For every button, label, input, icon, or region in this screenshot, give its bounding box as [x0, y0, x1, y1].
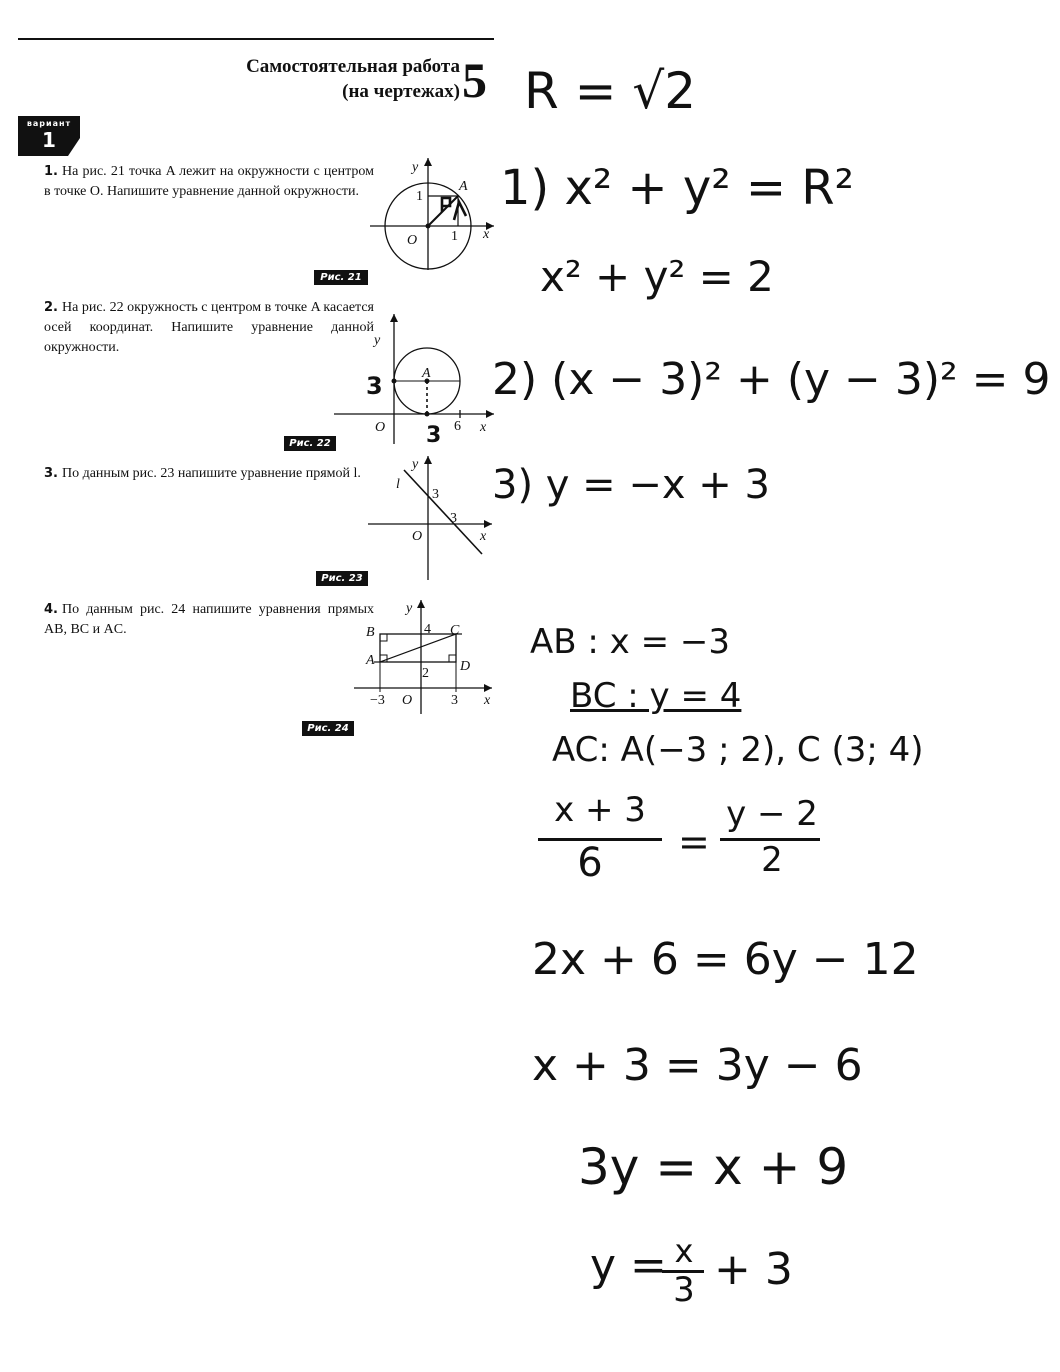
hw-step-3: 3y = x + 9: [578, 1138, 849, 1196]
fig24-y-label: y: [406, 601, 413, 616]
hw-line-bc: BC : y = 4: [570, 676, 742, 716]
task-2: [44, 298, 374, 358]
fig23-three-y: 3: [432, 487, 439, 502]
hw-step-2: x + 3 = 3y − 6: [532, 1040, 863, 1091]
fig21-one-y: 1: [416, 189, 423, 204]
fig23-y-label: y: [412, 457, 419, 472]
task-3-number: 3.: [44, 466, 58, 481]
fig24-minus-three: −3: [370, 693, 385, 708]
fig23-three-x: 3: [450, 511, 457, 526]
fig24-point-b: B: [366, 625, 375, 640]
hw-fraction-right-numerator: y − 2: [726, 794, 818, 834]
fig21-point-a: A: [459, 179, 468, 194]
variant-label: вариант: [26, 119, 72, 128]
variant-number: 1: [42, 128, 56, 152]
fig24-four: 4: [424, 622, 431, 637]
fig22-point-a: A: [422, 366, 431, 381]
fig22-x-label: x: [480, 420, 487, 435]
task-4-text: По данным рис. 24 напишите уравнения прямых AB, BC и AC.: [44, 602, 374, 637]
figure-21-label: Рис. 21: [314, 270, 368, 285]
task-4: [44, 600, 374, 640]
fig22-y-label: y: [374, 333, 381, 348]
fig23-x-label: x: [480, 529, 487, 544]
task-1-text: На рис. 21 точка A лежит на окружности с центром в точке O. Напишите уравнение данной окружности.: [44, 164, 374, 199]
fig23-line-l: l: [396, 477, 400, 492]
fig24-point-a: A: [366, 653, 375, 668]
task-4-number: 4.: [44, 602, 58, 617]
fig21-y-label: y: [412, 160, 419, 175]
fig24-point-d: D: [460, 659, 471, 674]
task-1: [44, 162, 374, 202]
title-line-1: Самостоятельная работа: [246, 56, 460, 77]
fig22-hw-three-left: 3: [366, 372, 383, 400]
figure-24: [350, 596, 500, 716]
hw-fraction-right-denominator: 2: [761, 840, 783, 880]
hw-step-1: 2x + 6 = 6y − 12: [532, 934, 919, 985]
task-3: [44, 464, 374, 484]
figure-23-label: Рис. 23: [316, 571, 368, 586]
hw-fraction-left-numerator: x + 3: [554, 790, 646, 830]
figure-22: [330, 310, 500, 446]
hw-answer-1-line-2: x² + y² = 2: [540, 252, 774, 301]
figure-22-label: Рис. 22: [284, 436, 336, 451]
hw-final-lhs: y =: [590, 1240, 667, 1291]
hw-line-ac: AC: A(−3 ; 2), C (3; 4): [552, 730, 924, 770]
fig22-origin-label: O: [375, 420, 386, 435]
top-rule: [18, 38, 494, 40]
fig24-point-c: C: [450, 623, 460, 638]
variant-badge: [18, 116, 80, 156]
figure-23: [366, 452, 500, 582]
hw-answer-1-line-1: 1) x² + y² = R²: [500, 160, 854, 216]
fig24-origin-label: O: [402, 693, 413, 708]
fig21-one-x: 1: [451, 229, 458, 244]
title-line-2: (на чертежах): [342, 81, 460, 102]
figure-21: [366, 152, 500, 272]
page-title: [150, 54, 460, 104]
task-2-text: На рис. 22 окружность с центром в точке A касается осей координат. Напишите уравнение данной окружности.: [44, 300, 374, 355]
hw-answer-3: 3) y = −x + 3: [492, 462, 770, 508]
fig22-six: 6: [454, 419, 461, 434]
fig23-origin-label: O: [412, 529, 423, 544]
hw-fraction-left-denominator: 6: [577, 840, 603, 886]
figure-24-label: Рис. 24: [302, 721, 354, 736]
hw-radius: R = √2: [524, 62, 697, 120]
hw-final-rhs: + 3: [714, 1244, 793, 1295]
task-2-number: 2.: [44, 300, 58, 315]
hw-final-numerator: x: [674, 1232, 694, 1270]
hw-final-denominator: 3: [673, 1270, 695, 1310]
fig24-two: 2: [422, 666, 429, 681]
fig24-x-label: x: [484, 693, 491, 708]
fig24-three: 3: [451, 693, 458, 708]
work-number: 5: [462, 52, 487, 108]
hw-line-ab: AB : x = −3: [530, 622, 730, 662]
hw-answer-2: 2) (x − 3)² + (y − 3)² = 9: [492, 354, 1051, 405]
task-1-number: 1.: [44, 164, 58, 179]
task-3-text: По данным рис. 23 напишите уравнение прямой l.: [61, 466, 361, 481]
fig22-hw-three-bottom: 3: [426, 423, 442, 446]
fig21-origin-label: O: [407, 233, 418, 248]
hw-fraction-equals: =: [678, 820, 710, 864]
fig21-x-label: x: [483, 227, 490, 242]
